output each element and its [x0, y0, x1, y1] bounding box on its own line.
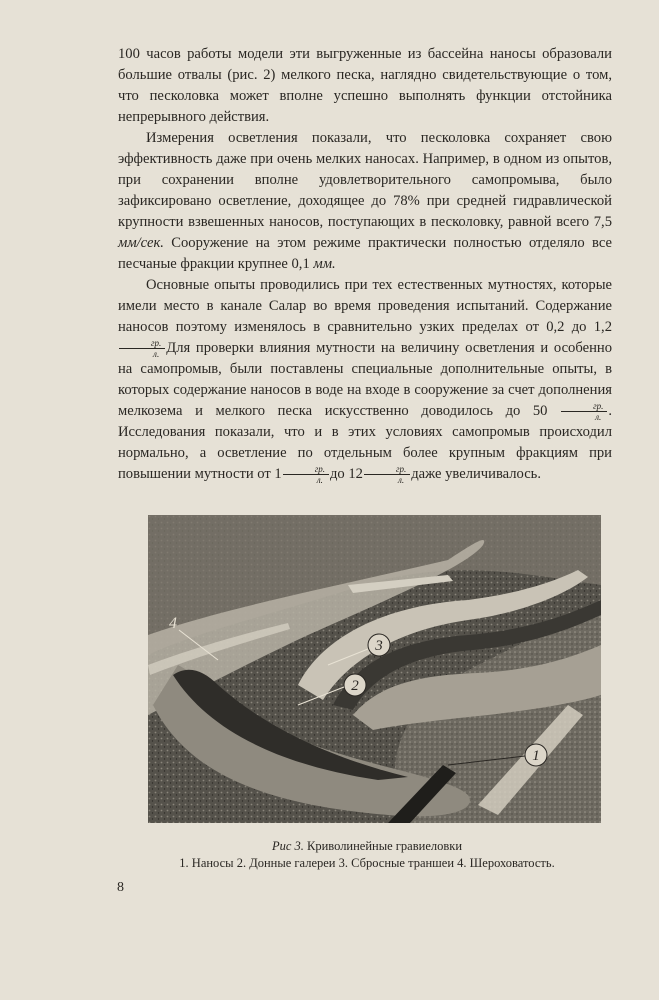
paragraph-3-text-d: до 12 — [329, 466, 363, 483]
caption-title-line — [120, 838, 614, 855]
fraction-numerator: гр. — [561, 401, 607, 412]
page-number: 8 — [117, 880, 124, 895]
unit-mm-per-sec: мм/сек. — [118, 235, 164, 251]
figure-marker-3: 3 — [375, 638, 383, 654]
paragraph-3-text-b: Для проверки влияния мутности на величину осветления и особенно на самопромыв, были поставлены специальные дополнительные опыты, в которых содержание наносов в воде на входе в сооружение за счет дополнения мелкозема и мелкого песка искусственно доводилось до 50 — [118, 340, 612, 420]
fraction-denominator: л. — [595, 412, 602, 423]
figure-marker-4: 4 — [169, 615, 177, 632]
fraction-denominator: л. — [397, 475, 405, 486]
fraction-numerator: гр. — [119, 338, 165, 349]
gravel-trap-photo — [148, 515, 601, 823]
fraction-g-per-l — [119, 338, 165, 359]
paragraph-3-text-c: . Исследования показали, что и в этих условиях самопромыв происходил нормально, а осветление по отдельным более крупным фракциям при повышении мутности от 1 — [118, 403, 612, 483]
body-text — [118, 44, 612, 485]
fraction-numerator: гр. — [283, 464, 329, 475]
caption-legend: 1. Наносы 2. Донные галереи 3. Сбросные траншеи 4. Шероховатость. — [179, 856, 555, 870]
figure-caption — [120, 838, 614, 872]
fraction-denominator: л. — [316, 475, 323, 486]
caption-label: Рис 3. — [271, 839, 304, 853]
paragraph-1: 100 часов работы модели эти выгруженные из бассейна наносы образовали большие отвалы (рис. 2) мелкого песка, наглядно свидетельствующие о том, что песколовка может вполне успешно выполнять функции отстойника непрерывного действия. — [118, 46, 612, 125]
paragraph-2 — [118, 128, 612, 275]
fraction-numerator: гр. — [364, 464, 410, 475]
unit-mm: мм. — [313, 256, 336, 272]
fraction-denominator: л. — [153, 349, 160, 360]
fraction-g-per-l — [283, 464, 329, 485]
paragraph-3 — [118, 275, 612, 485]
caption-title: Криволинейные гравиеловки — [307, 839, 463, 853]
figure-marker-2: 2 — [351, 678, 359, 694]
figure-marker-1: 1 — [532, 748, 540, 764]
paragraph-2-text-a: Измерения осветления показали, что песколовка сохраняет свою эффективность даже при очень мелких наносах. Например, в одном из опытов, при сохранении вполне удовлетворительного самопромыва, было зафиксировано осветление, доходящее до 78% при средней гидравлической крупности взвешенных наносов, поступающих в песколовку, равной всего 7,5 — [118, 130, 612, 230]
fraction-g-per-l — [561, 401, 607, 422]
photo-illustration — [148, 515, 601, 823]
paragraph-3-text-e: даже увеличивалось. — [411, 466, 541, 483]
paragraph-3-text-a: Основные опыты проводились при тех естественных мутностях, которые имели место в канале Салар во время проведения испытаний. Содержание наносов поэтому изменялось в сравнительно узких пределах от 0,2 до 1,2 — [118, 277, 612, 335]
paragraph-2-text-b: Сооружение на этом режиме практически полностью отделяло все песчаные фракции крупнее 0,1 — [118, 235, 612, 272]
fraction-g-per-l — [364, 464, 410, 485]
